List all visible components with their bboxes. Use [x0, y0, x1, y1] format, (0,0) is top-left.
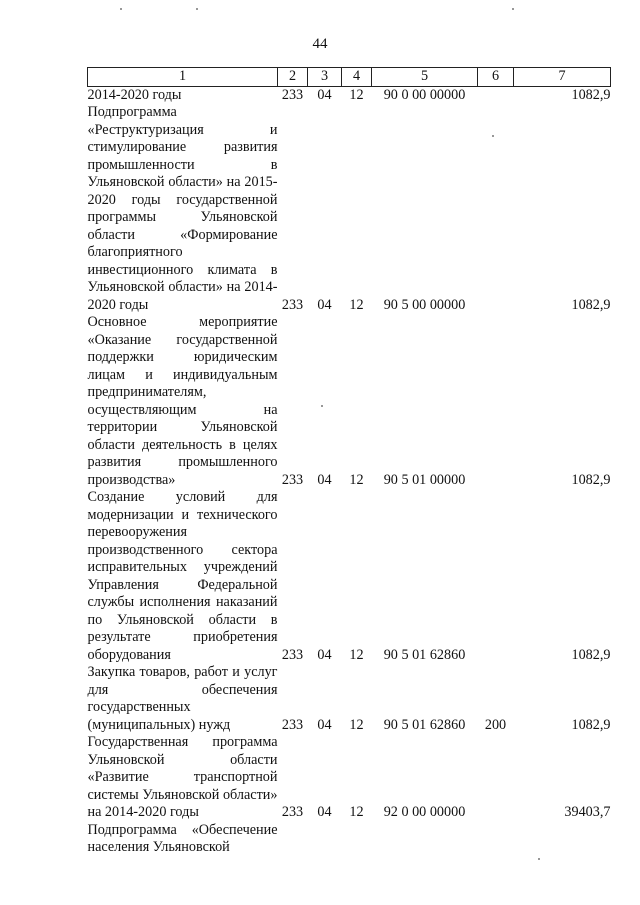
row-code-5: 90 5 01 62860 — [383, 716, 466, 733]
row-code-3: 04 — [317, 646, 332, 663]
row-name: Подпрограмма «Обеспечение населения Ульяновской — [87, 821, 278, 855]
row-name: Создание условий для модернизации и технического перевооружения производственного сектора исправительных учреждений Управления Федеральной службы исполнения наказаний по Ульяновской области в результате приобретения оборудования — [87, 489, 278, 663]
row-code-6 — [478, 822, 514, 857]
scan-speck — [196, 8, 198, 10]
row-code-5: 90 5 00 00000 — [383, 296, 466, 313]
row-code-5: 90 0 00 00000 — [383, 86, 466, 103]
table-row — [88, 314, 611, 489]
row-name: Закупка товаров, работ и услуг для обеспечения государственных (муниципальных) нужд — [87, 664, 278, 733]
row-code-2: 233 — [281, 716, 304, 733]
row-code-4: 12 — [349, 804, 364, 820]
row-code-6 — [478, 314, 514, 489]
row-code-6 — [478, 489, 514, 664]
row-code-4: 12 — [349, 86, 364, 103]
table-row — [88, 822, 611, 857]
row-code-4: 12 — [349, 646, 364, 663]
row-code-4: 12 — [349, 716, 364, 733]
row-amount — [514, 822, 611, 857]
scan-speck — [120, 8, 122, 10]
table-row — [88, 664, 611, 734]
row-code-4: 12 — [349, 296, 364, 313]
row-code-2: 233 — [281, 646, 304, 663]
row-code-2 — [278, 822, 308, 857]
row-amount: 39403,7 — [564, 804, 611, 820]
header-col-6: 6 — [478, 68, 514, 87]
row-code-5: 90 5 01 00000 — [383, 471, 466, 488]
header-col-1: 1 — [88, 68, 278, 87]
row-code-6 — [478, 734, 514, 822]
row-code-2: 233 — [281, 804, 304, 820]
row-code-4: 12 — [349, 471, 364, 488]
row-name: Подпрограмма «Реструктуризация и стимулирование развития промышленности в Ульяновской области» на 2015-2020 годы государственной программы Ульяновской области «Формирование благоприятного инвестиционного климата в Ульяновской области» на 2014-2020 годы — [87, 104, 278, 313]
table-row — [88, 104, 611, 314]
scan-speck — [321, 405, 323, 407]
row-code-3: 04 — [317, 296, 332, 313]
row-code-2: 233 — [281, 86, 304, 103]
row-code-2: 233 — [281, 296, 304, 313]
row-code-3: 04 — [317, 86, 332, 103]
row-code-3 — [308, 822, 342, 857]
row-code-3: 04 — [317, 716, 332, 733]
row-code-3: 04 — [317, 471, 332, 488]
row-code-5: 92 0 00 00000 — [383, 804, 466, 820]
scan-speck — [538, 858, 540, 860]
row-code-4 — [342, 822, 372, 857]
page-number: 44 — [312, 36, 328, 52]
scan-speck — [512, 8, 514, 10]
header-col-3: 3 — [308, 68, 342, 87]
row-code-6 — [478, 86, 514, 104]
table-row — [88, 489, 611, 664]
row-amount: 1082,9 — [571, 471, 611, 488]
row-code-2: 233 — [281, 471, 304, 488]
header-col-4: 4 — [342, 68, 372, 87]
row-name: Государственная программа Ульяновской области «Развитие транспортной системы Ульяновской области» на 2014-2020 годы — [87, 734, 278, 820]
row-name: Основное мероприятие «Оказание государственной поддержки юридическим лицам и индивидуальным предпринимателям, осуществляющим на территории Ульяновской области деятельность в целях развития промышленного производства» — [87, 314, 278, 488]
row-amount: 1082,9 — [571, 646, 611, 663]
row-code-6 — [478, 104, 514, 314]
row-code-6: 200 — [484, 716, 507, 733]
header-col-5: 5 — [372, 68, 478, 87]
row-amount: 1082,9 — [571, 296, 611, 313]
row-code-3: 04 — [317, 804, 332, 820]
row-name: 2014-2020 годы — [87, 86, 182, 103]
header-col-2: 2 — [278, 68, 308, 87]
table-row — [88, 734, 611, 822]
budget-table — [87, 67, 611, 857]
table-row — [88, 86, 611, 104]
row-amount: 1082,9 — [571, 86, 611, 103]
row-code-5: 90 5 01 62860 — [383, 646, 466, 663]
row-amount: 1082,9 — [571, 716, 611, 733]
row-code-5 — [372, 822, 478, 857]
scan-speck — [492, 135, 494, 137]
header-col-7: 7 — [514, 68, 611, 87]
header-row — [88, 68, 611, 87]
